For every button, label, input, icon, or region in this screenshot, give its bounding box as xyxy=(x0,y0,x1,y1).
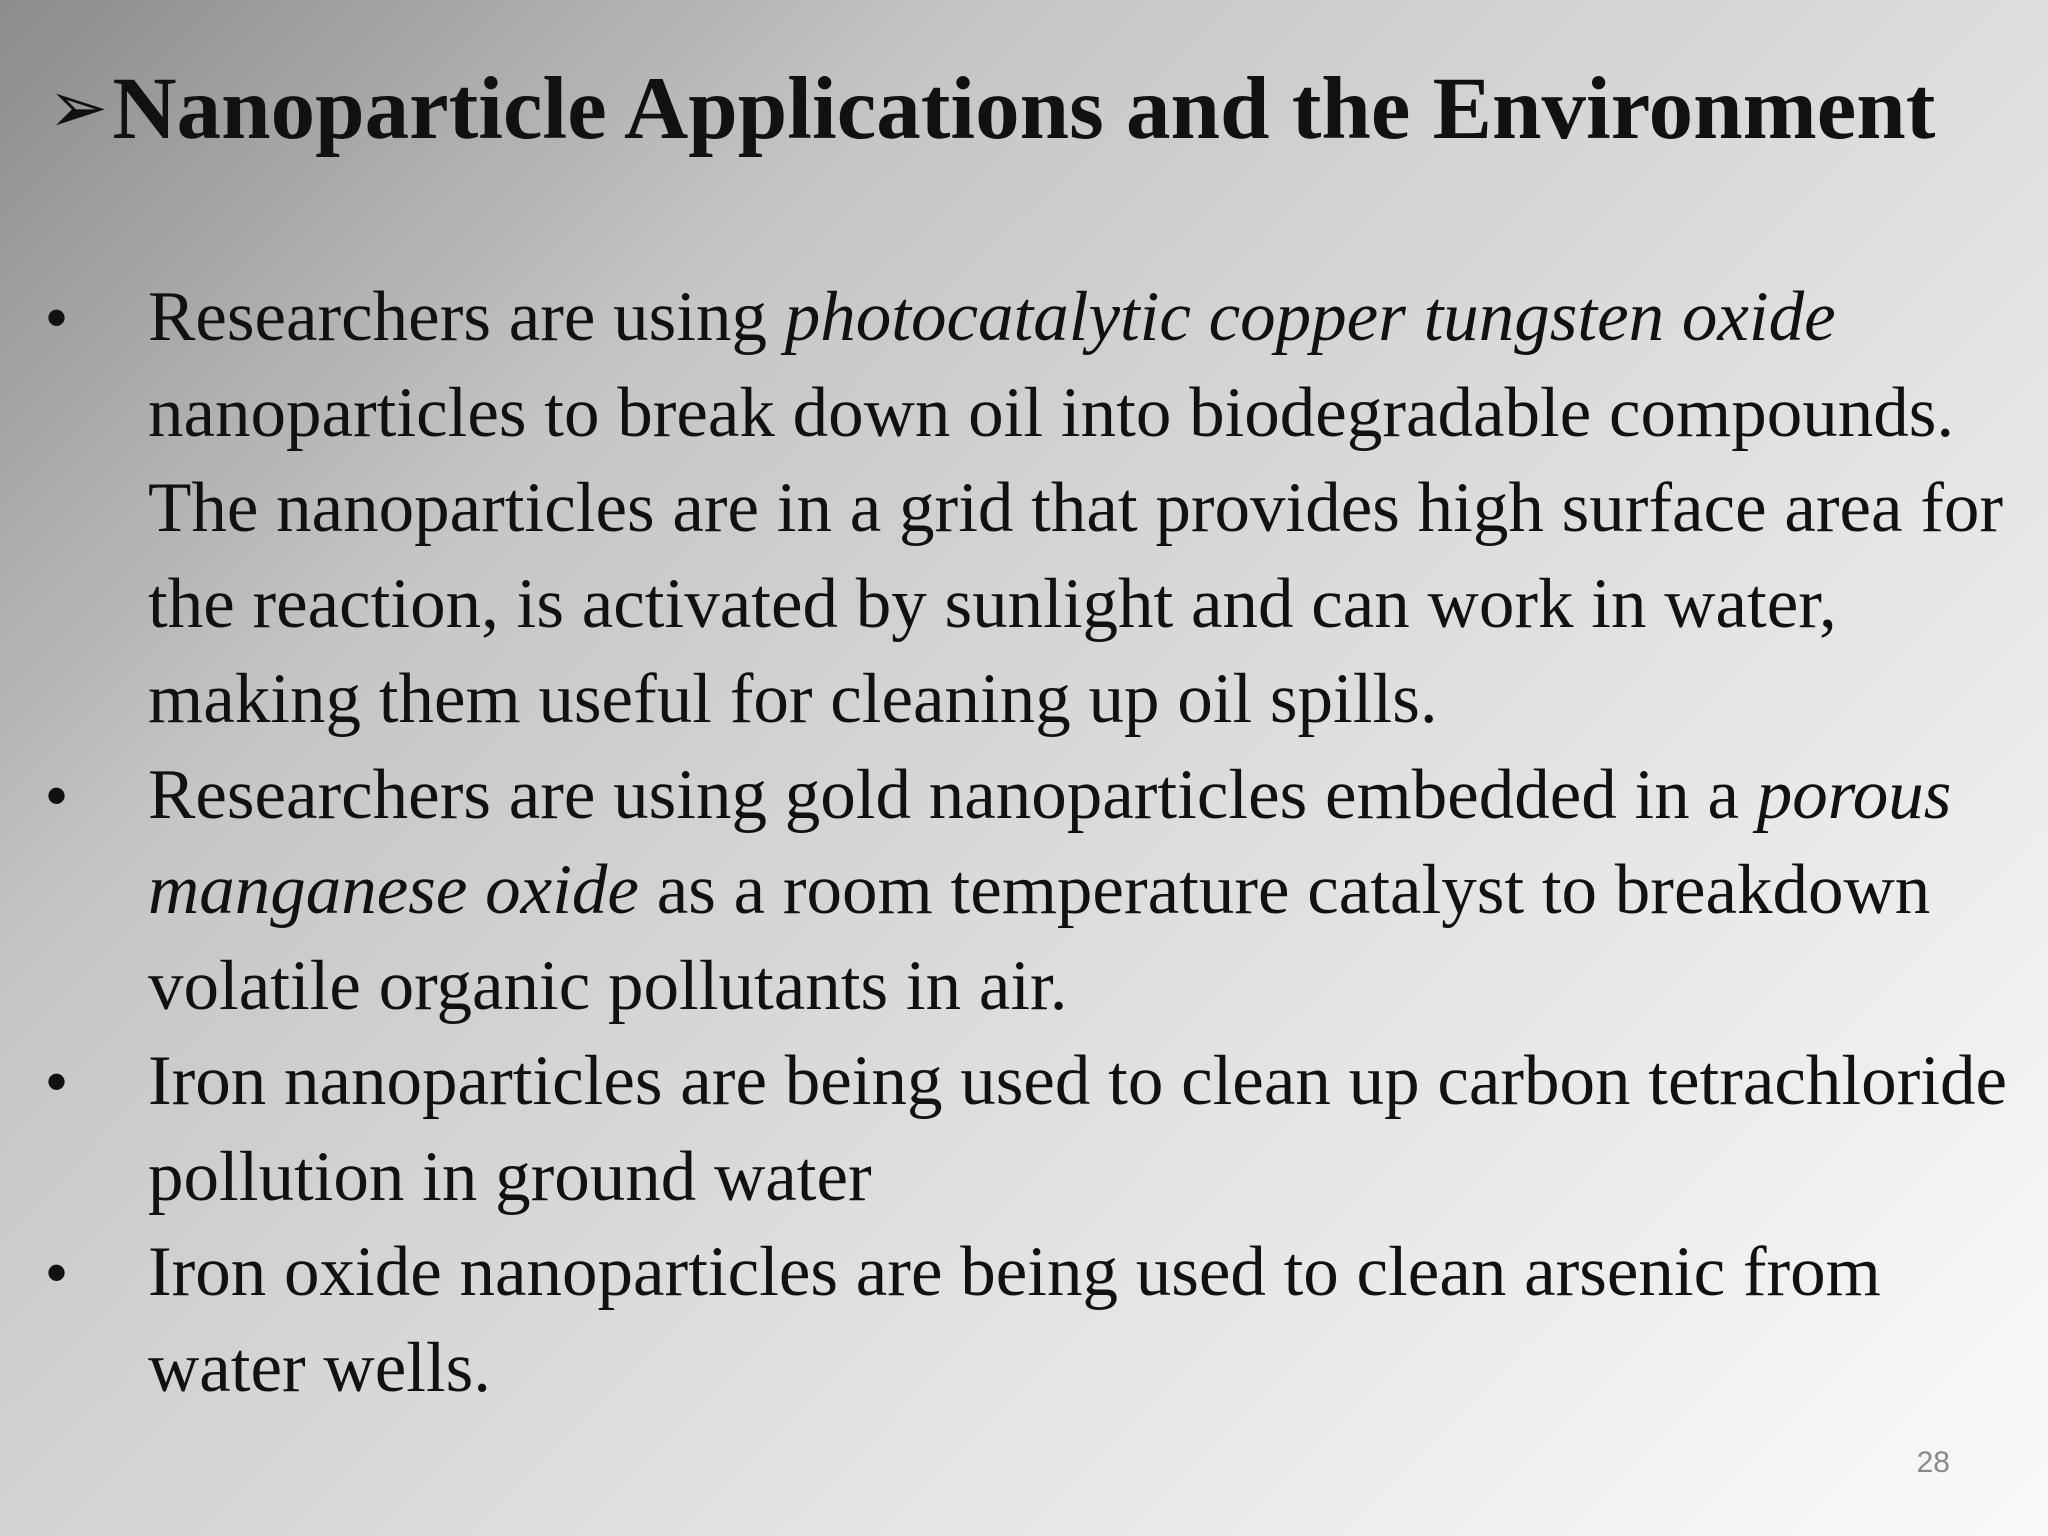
bullet-text-segment: as a room temperature catalyst to breakdown volatile organic pollutants in air. xyxy=(148,851,1931,1025)
bullet-text-segment: nanoparticles to break down oil into biodegradable compounds. The nanoparticles are in a grid that provides high surface area for the reaction, is activated by sunlight and can work in water, making them useful for cleaning up oil spills. xyxy=(148,373,2004,738)
bullet-text xyxy=(148,1233,1881,1407)
slide-title-text: Nanoparticle Applications and the Environment xyxy=(112,60,1936,158)
bullet-dot-icon: • xyxy=(46,761,68,829)
bullet-text xyxy=(148,756,1951,1025)
bullet-text xyxy=(148,1042,2007,1216)
arrow-bullet-icon: ➢ xyxy=(48,65,109,149)
bullet-text-italic: porous manganese oxide xyxy=(148,755,1952,929)
bullet-text xyxy=(148,278,2003,738)
page-number: 28 xyxy=(1916,1446,1950,1479)
slide-title xyxy=(48,52,2038,164)
bullet-list xyxy=(0,270,2048,1416)
bullet-text-segment: Researchers are using gold nanoparticles embedded in a xyxy=(148,755,1757,834)
bullet-text-italic: photocatalytic copper tungsten oxide xyxy=(784,278,1836,356)
bullet-item-iron-oxide-arsenic xyxy=(0,1225,2048,1416)
bullet-text-segment: Researchers are using xyxy=(148,278,785,356)
bullet-item-gold-catalyst xyxy=(0,748,2048,1035)
bullet-dot-icon: • xyxy=(46,1239,68,1306)
bullet-text-segment: Iron nanoparticles are being used to clean up carbon tetrachloride pollution in ground water xyxy=(148,1042,2008,1216)
bullet-item-oil-spills xyxy=(0,270,2048,748)
bullet-dot-icon: • xyxy=(46,1048,68,1115)
bullet-dot-icon: • xyxy=(46,284,68,351)
bullet-text-segment: Iron oxide nanoparticles are being used to clean arsenic from water wells. xyxy=(148,1233,1881,1407)
bullet-item-iron-ground-water xyxy=(0,1034,2048,1225)
